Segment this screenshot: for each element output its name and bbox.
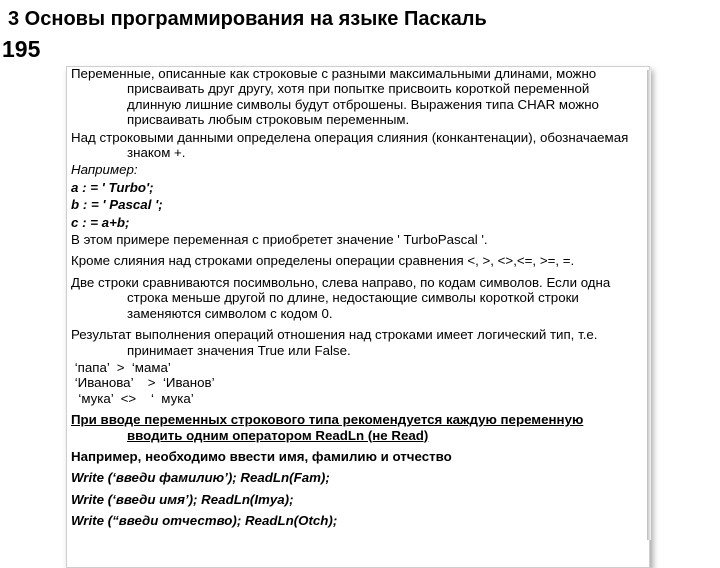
example-label: Например:: [71, 162, 138, 178]
comparison-example-1: ‘папа’ > ‘мама’: [71, 359, 171, 375]
paragraph-concatenation: Над строковыми данными определена операция слияния (конкантенации), обозначаемая знаком +.: [71, 129, 629, 161]
code-line-a: a : = ' Turbo';: [71, 179, 154, 195]
content-text: [71, 66, 641, 531]
paragraph-logical-type: Результат выполнения операций отношения над строками имеет логический тип, т.е. принимает значения True или False.: [71, 327, 598, 358]
page-number: 195: [2, 36, 41, 62]
slide-title: 3 Основы программирования на языке Паскаль: [8, 8, 487, 30]
code-write-imya: Write (‘введи имя’); ReadLn(Imya);: [71, 491, 294, 507]
comparison-example-3: ‘мука’ <> ‘ мука’: [71, 390, 194, 406]
comparison-example-2: ‘Иванова’ > ‘Иванов’: [71, 375, 215, 391]
code-line-b: b : = ' Pascal ';: [71, 197, 163, 213]
code-write-fam: Write (‘введи фамилию’); ReadLn(Fam);: [71, 470, 330, 486]
paragraph-readln-recommendation: При вводе переменных строкового типа рекомендуется каждую переменную вводить одним оператором ReadLn (не Read): [71, 412, 584, 443]
paragraph-comparison-ops: Кроме слияния над строками определены операции сравнения <, >, <>,<=, >=, =.: [71, 253, 575, 269]
code-line-c: c : = a+b;: [71, 214, 130, 230]
code-write-otch: Write (“введи отчество); ReadLn(Otch);: [71, 513, 338, 529]
paragraph-example-input: Например, необходимо ввести имя, фамилию и отчество: [71, 448, 452, 464]
paragraph-string-assignment: Переменные, описанные как строковые с разными максимальными длинами, можно присваивать друг другу, хотя при попытке присвоить короткой переменной длинную лишние символы будут отброшены. Выражения типа CHAR можно присваивать любым строковым переменным.: [71, 66, 599, 128]
paragraph-char-compare: Две строки сравниваются посимвольно, слева направо, по кодам символов. Если одна строка меньше другой по длине, недостающие символы короткой строки заменяются символом с кодом 0.: [71, 274, 611, 321]
paragraph-result: В этом примере переменная с приобретет значение ' TurboPascal '.: [71, 232, 488, 248]
page-curl-shadow: [647, 70, 651, 540]
